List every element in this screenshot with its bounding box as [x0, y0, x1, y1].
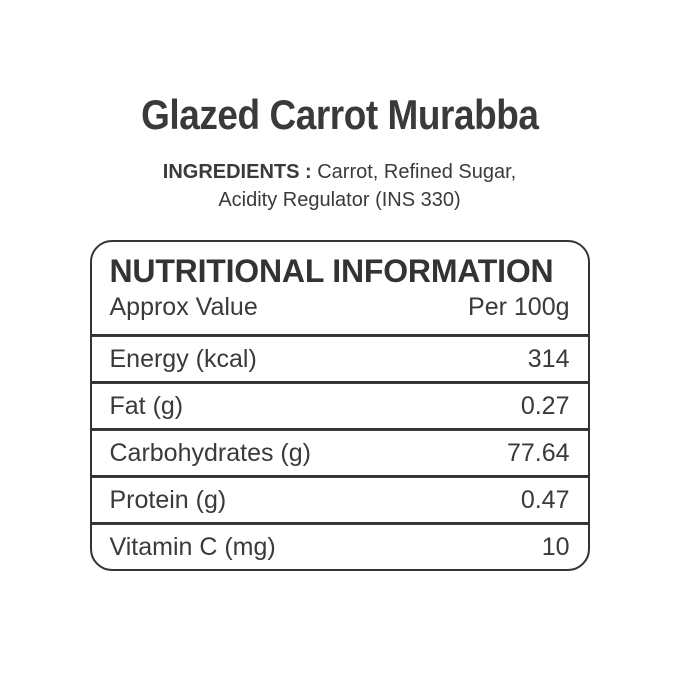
column-header-approx-value: Approx Value [109, 293, 258, 321]
row-value: 314 [527, 344, 570, 373]
product-title [0, 92, 679, 138]
row-label: Energy (kcal) [109, 344, 257, 373]
panel-title: NUTRITIONAL INFORMATION [109, 253, 554, 289]
ingredients-line-1 [0, 158, 679, 186]
table-row-carbohydrates [92, 431, 588, 475]
row-label: Carbohydrates (g) [109, 438, 311, 467]
row-value: 10 [541, 532, 570, 561]
table-row-energy [92, 337, 588, 381]
table-row-fat [92, 384, 588, 428]
panel-column-headers [110, 292, 570, 323]
row-value: 77.64 [506, 438, 570, 467]
row-value: 0.47 [520, 485, 570, 514]
nutrition-facts-panel [90, 240, 590, 571]
column-header-per-100g: Per 100g [468, 293, 570, 321]
table-row-protein [92, 478, 588, 522]
panel-header [92, 242, 588, 334]
product-title-text: Glazed Carrot Murabba [140, 91, 539, 138]
ingredients-line-2: Acidity Regulator (INS 330) [218, 189, 461, 211]
row-label: Fat (g) [109, 391, 184, 420]
row-label: Vitamin C (mg) [109, 532, 276, 561]
ingredients-text: Carrot, Refined Sugar, [317, 161, 517, 183]
row-value: 0.27 [520, 391, 570, 420]
ingredients-label: INGREDIENTS : [162, 161, 312, 183]
table-row-vitamin-c [92, 525, 588, 569]
row-label: Protein (g) [109, 485, 227, 514]
ingredients-section [0, 158, 679, 214]
